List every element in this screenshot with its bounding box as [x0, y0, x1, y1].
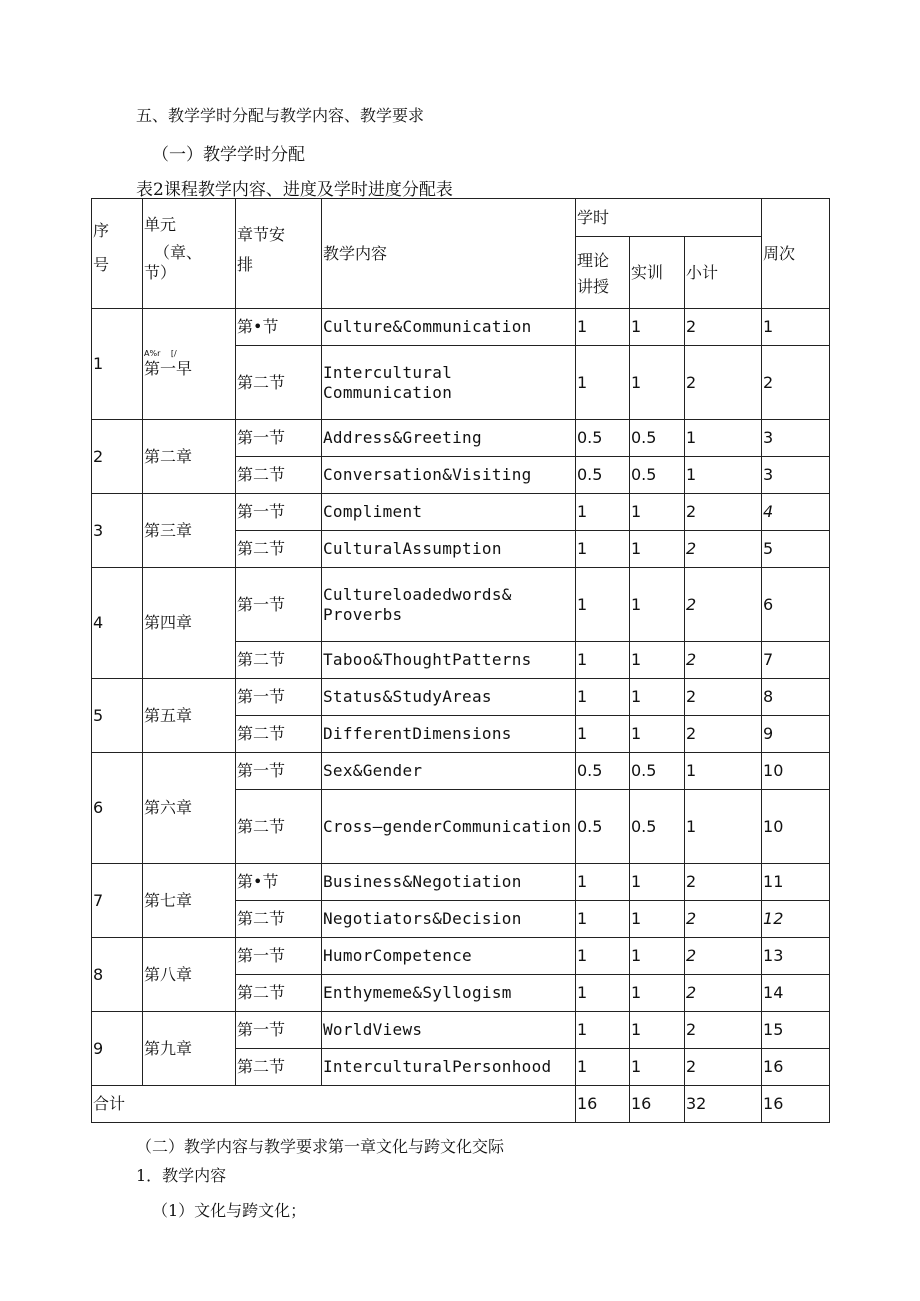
- practice-cell: 1: [630, 716, 685, 753]
- practice-cell: 1: [630, 975, 685, 1012]
- subtotal-cell: 2: [685, 568, 762, 642]
- total-theory: 16: [576, 1086, 630, 1123]
- seq-cell: 2: [92, 420, 143, 494]
- header-unit: 单元 （章、 节）: [143, 199, 236, 309]
- week-cell: 1: [762, 309, 830, 346]
- header-theory: 理论 讲授: [576, 237, 630, 309]
- subtotal-cell: 1: [685, 790, 762, 864]
- content-cell: Cultureloadedwords& Proverbs: [322, 568, 576, 642]
- seq-cell: 5: [92, 679, 143, 753]
- week-cell: 4: [762, 494, 830, 531]
- header-subtotal: 小计: [685, 237, 762, 309]
- practice-cell: 1: [630, 864, 685, 901]
- seq-cell: 4: [92, 568, 143, 679]
- header-seq: 序 号: [92, 199, 143, 309]
- header-week: 周次: [762, 199, 830, 309]
- week-cell: 3: [762, 420, 830, 457]
- unit-label: 第七章: [144, 890, 193, 910]
- subtotal-cell: 2: [685, 346, 762, 420]
- subtotal-cell: 2: [685, 309, 762, 346]
- week-cell: 11: [762, 864, 830, 901]
- content-cell: InterculturalPersonhood: [322, 1049, 576, 1086]
- unit-cell: [143, 568, 236, 679]
- unit-label: 第一早: [144, 359, 193, 378]
- total-week: 16: [762, 1086, 830, 1123]
- unit-label: 第四章: [144, 613, 193, 632]
- section-cell: 第一节: [236, 753, 322, 790]
- unit-label: 第二章: [144, 446, 193, 466]
- section-cell: 第二节: [236, 642, 322, 679]
- practice-cell: 1: [630, 679, 685, 716]
- practice-cell: 1: [630, 938, 685, 975]
- content-cell: Conversation&Visiting: [322, 457, 576, 494]
- section-cell: 第一节: [236, 1012, 322, 1049]
- week-cell: 7: [762, 642, 830, 679]
- week-cell: 5: [762, 531, 830, 568]
- subtotal-cell: 2: [685, 679, 762, 716]
- practice-cell: 1: [630, 901, 685, 938]
- header-section: 章节安 排: [236, 199, 322, 309]
- section-cell: 第二节: [236, 716, 322, 753]
- subtotal-cell: 2: [685, 864, 762, 901]
- week-cell: 15: [762, 1012, 830, 1049]
- unit-label: 第三章: [144, 520, 193, 540]
- subtotal-cell: 2: [685, 938, 762, 975]
- header-content: 教学内容: [322, 199, 576, 309]
- week-cell: 10: [762, 790, 830, 864]
- list-heading-content: 1．教学内容: [136, 1166, 227, 1185]
- theory-cell: 0.5: [576, 420, 630, 457]
- content-cell: Business&Negotiation: [322, 864, 576, 901]
- unit-cell: [143, 309, 236, 420]
- table-row: [92, 1012, 830, 1049]
- theory-cell: 1: [576, 864, 630, 901]
- practice-cell: 1: [630, 642, 685, 679]
- practice-cell: 1: [630, 1012, 685, 1049]
- section-cell: 第•节: [236, 864, 322, 901]
- content-cell: Taboo&ThoughtPatterns: [322, 642, 576, 679]
- practice-cell: 1: [630, 531, 685, 568]
- seq-cell: 9: [92, 1012, 143, 1086]
- practice-cell: 1: [630, 309, 685, 346]
- theory-cell: 0.5: [576, 753, 630, 790]
- week-cell: 10: [762, 753, 830, 790]
- unit-label: 第九章: [144, 1038, 193, 1058]
- subtotal-cell: 2: [685, 531, 762, 568]
- section-cell: 第二节: [236, 346, 322, 420]
- subtotal-cell: 2: [685, 494, 762, 531]
- theory-cell: 1: [576, 975, 630, 1012]
- seq-cell: 8: [92, 938, 143, 1012]
- subsection-heading-allocation: （一）教学学时分配: [152, 145, 305, 165]
- theory-cell: 1: [576, 1012, 630, 1049]
- week-cell: 9: [762, 716, 830, 753]
- content-cell: Culture&Communication: [322, 309, 576, 346]
- total-practice: 16: [630, 1086, 685, 1123]
- content-cell: Intercultural Communication: [322, 346, 576, 420]
- week-cell: 16: [762, 1049, 830, 1086]
- practice-cell: 1: [630, 494, 685, 531]
- practice-cell: 0.5: [630, 420, 685, 457]
- content-cell: CulturalAssumption: [322, 531, 576, 568]
- section-cell: 第一节: [236, 679, 322, 716]
- total-row: [92, 1086, 830, 1123]
- unit-cell: [143, 420, 236, 494]
- seq-cell: 6: [92, 753, 143, 864]
- theory-cell: 1: [576, 494, 630, 531]
- schedule-table: [91, 198, 830, 1123]
- table-caption: 表2课程教学内容、进度及学时进度分配表: [136, 180, 453, 200]
- unit-cell: [143, 1012, 236, 1086]
- table-row: [92, 568, 830, 642]
- theory-cell: 1: [576, 642, 630, 679]
- unit-label: 第五章: [144, 705, 193, 725]
- theory-cell: 1: [576, 1049, 630, 1086]
- content-cell: Sex&Gender: [322, 753, 576, 790]
- seq-cell: 3: [92, 494, 143, 568]
- content-cell: WorldViews: [322, 1012, 576, 1049]
- section-cell: 第二节: [236, 901, 322, 938]
- subtotal-cell: 2: [685, 975, 762, 1012]
- subtotal-cell: 2: [685, 901, 762, 938]
- practice-cell: 1: [630, 346, 685, 420]
- unit-label: 第六章: [144, 798, 193, 817]
- theory-cell: 1: [576, 716, 630, 753]
- unit-cell: [143, 938, 236, 1012]
- content-cell: Cross—genderCommunication: [322, 790, 576, 864]
- practice-cell: 0.5: [630, 457, 685, 494]
- section-heading: 五、教学学时分配与教学内容、教学要求: [136, 106, 425, 125]
- table-row: [92, 309, 830, 346]
- section-cell: 第一节: [236, 420, 322, 457]
- week-cell: 6: [762, 568, 830, 642]
- seq-cell: 7: [92, 864, 143, 938]
- week-cell: 2: [762, 346, 830, 420]
- unit-cell: [143, 753, 236, 864]
- header-hours: 学时: [576, 199, 762, 237]
- section-cell: 第二节: [236, 457, 322, 494]
- subsection-heading-content: （二）教学内容与教学要求第一章文化与跨文化交际: [136, 1137, 505, 1156]
- practice-cell: 0.5: [630, 753, 685, 790]
- subtotal-cell: 2: [685, 716, 762, 753]
- section-cell: 第一节: [236, 494, 322, 531]
- subtotal-cell: 1: [685, 753, 762, 790]
- content-cell: HumorCompetence: [322, 938, 576, 975]
- section-cell: 第一节: [236, 938, 322, 975]
- theory-cell: 1: [576, 679, 630, 716]
- table-row: [92, 679, 830, 716]
- theory-cell: 1: [576, 901, 630, 938]
- table-row: [92, 494, 830, 531]
- section-cell: 第二节: [236, 1049, 322, 1086]
- theory-cell: 0.5: [576, 790, 630, 864]
- subtotal-cell: 2: [685, 1012, 762, 1049]
- content-cell: Compliment: [322, 494, 576, 531]
- content-cell: Address&Greeting: [322, 420, 576, 457]
- practice-cell: 0.5: [630, 790, 685, 864]
- theory-cell: 1: [576, 309, 630, 346]
- unit-garble-text: A%r [/: [144, 349, 177, 358]
- table-row: [92, 864, 830, 901]
- subtotal-cell: 1: [685, 457, 762, 494]
- theory-cell: 1: [576, 531, 630, 568]
- theory-cell: 1: [576, 346, 630, 420]
- seq-cell: 1: [92, 309, 143, 420]
- section-cell: 第二节: [236, 531, 322, 568]
- section-cell: 第•节: [236, 309, 322, 346]
- week-cell: 14: [762, 975, 830, 1012]
- table-row: [92, 753, 830, 790]
- practice-cell: 1: [630, 568, 685, 642]
- table-row: [92, 420, 830, 457]
- unit-cell: [143, 494, 236, 568]
- content-cell: Negotiators&Decision: [322, 901, 576, 938]
- week-cell: 8: [762, 679, 830, 716]
- section-cell: 第二节: [236, 790, 322, 864]
- section-cell: 第二节: [236, 975, 322, 1012]
- header-practice: 实训: [630, 237, 685, 309]
- unit-cell: [143, 864, 236, 938]
- unit-cell: [143, 679, 236, 753]
- subtotal-cell: 2: [685, 1049, 762, 1086]
- unit-label: 第八章: [144, 964, 193, 984]
- subtotal-cell: 1: [685, 420, 762, 457]
- theory-cell: 1: [576, 938, 630, 975]
- section-cell: 第一节: [236, 568, 322, 642]
- subtotal-cell: 2: [685, 642, 762, 679]
- content-cell: Enthymeme&Syllogism: [322, 975, 576, 1012]
- week-cell: 12: [762, 901, 830, 938]
- total-label: 合计: [92, 1086, 576, 1123]
- content-cell: Status&StudyAreas: [322, 679, 576, 716]
- theory-cell: 0.5: [576, 457, 630, 494]
- table-row: [92, 938, 830, 975]
- theory-cell: 1: [576, 568, 630, 642]
- content-cell: DifferentDimensions: [322, 716, 576, 753]
- list-item-culture: （1）文化与跨文化；: [152, 1201, 307, 1220]
- week-cell: 13: [762, 938, 830, 975]
- total-subtotal: 32: [685, 1086, 762, 1123]
- practice-cell: 1: [630, 1049, 685, 1086]
- week-cell: 3: [762, 457, 830, 494]
